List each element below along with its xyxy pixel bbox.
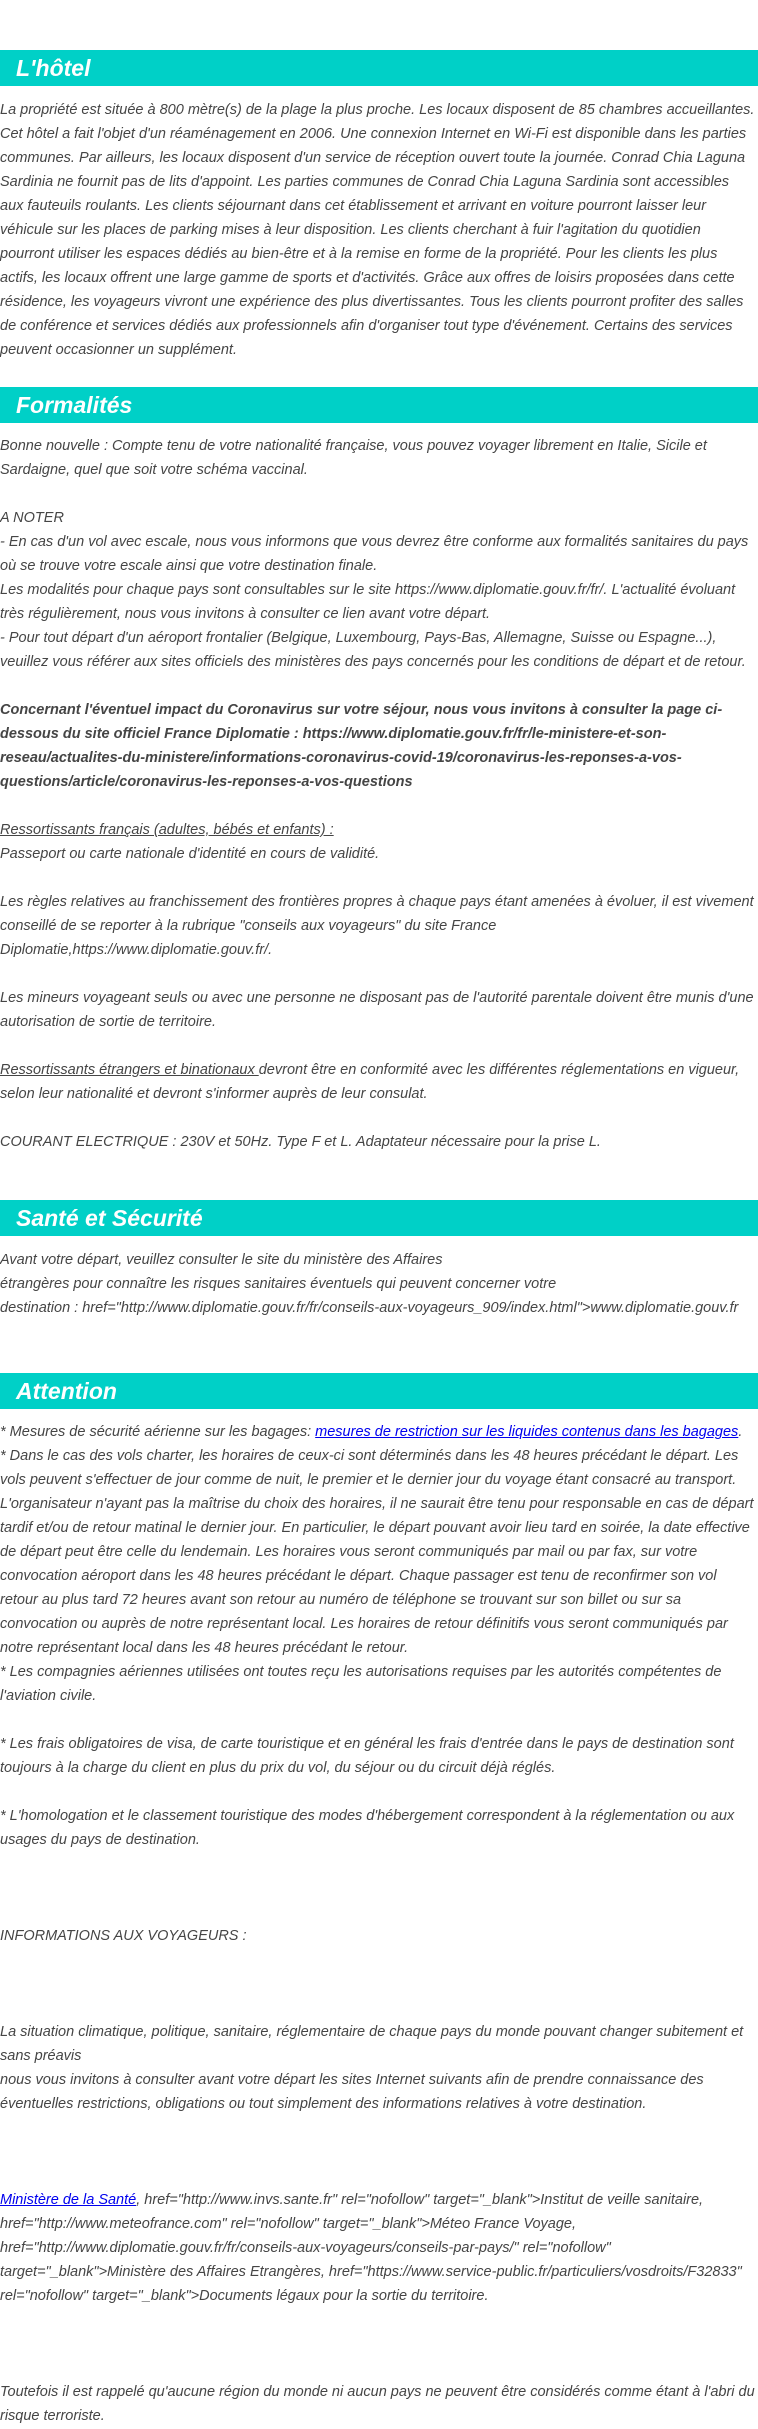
foreign-nationals-text: devront être en conformité avec les différentes réglementations en vigueur, selon leur nationalité et devront s'informer auprès de leur consulat. [0,1062,740,1102]
airlines-text: * Les compagnies aériennes utilisées ont toutes reçu les autorisations requises par les autorités compétentes de l'aviation civile. [0,1664,722,1704]
formalites-intro: Bonne nouvelle : Compte tenu de votre nationalité française, vous pouvez voyager librement en Italie, Sicile et Sardaigne, quel que soit votre schéma vaccinal. [0,438,707,478]
hotel-text: La propriété est située à 800 mètre(s) de la plage la plus proche. Les locaux disposent de 85 chambres accueillantes. Cet hôtel a fait l'objet d'un réaménagement en 2006. Une connexion Internet en Wi-Fi est disponible dans les parties communes. Par ailleurs, les locaux disposent d'un service de réception ouvert toute la journée. Conrad Chia Laguna Sardinia ne fournit pas de lits d'appoint. Les parties communes de Conrad Chia Laguna Sardinia sont accessibles aux fauteuils roulants. Les clients séjournant dans cet établissement et arrivant en voiture pourront laisser leur véhicule sur les places de parking mises à leur disposition. Les clients cherchant à fuir l'agitation du quotidien pourront utiliser les espaces dédiés au bien-être et à la remise en forme de la propriété. Pour les clients les plus actifs, les locaux offrent une large gamme de sports et d'activités. Grâce aux offres de loisirs proposées dans cette résidence, les voyageurs vivront une expérience des plus divertissantes. Tous les clients pourront profiter des salles de conférence et services dédiés aux professionnels afin d'organiser tout type d'événement. Certains des services peuvent occasionner un supplément. [0,102,755,358]
security-suffix: . [738,1424,743,1440]
traveler-info-title: INFORMATIONS AUX VOYAGEURS : [0,1928,247,1944]
section-header-attention: Attention [0,1373,758,1409]
liquids-restriction-link[interactable]: mesures de restriction sur les liquides contenus dans les bagages [315,1424,739,1440]
sante-line-1: Avant votre départ, veuillez consulter le site du ministère des Affaires [0,1252,443,1268]
formalites-body [0,434,756,1154]
climate-text-2: nous vous invitons à consulter avant votre départ les sites Internet suivants afin de prendre connaissance des éventuelles restrictions, obligations ou tout simplement des informations relatives à votre destination. [0,2072,704,2112]
foreign-nationals [0,1058,756,1106]
sante-line-2: étrangères pour connaître les risques sanitaires éventuels qui peuvent concerner votre [0,1276,557,1292]
minors-text: Les mineurs voyageant seuls ou avec une personne ne disposant pas de l'autorité parentale doivent être munis d'une autorisation de sortie de territoire. [0,990,754,1030]
note-stopover: - En cas d'un vol avec escale, nous vous informons que vous devrez être conforme aux formalités sanitaires du pays où se trouve votre escale ainsi que votre destination finale. [0,534,749,574]
security-measures [0,1420,756,1444]
section-header-formalites: Formalités [0,387,758,423]
charter-flights-text: * Dans le cas des vols charter, les horaires de ceux-ci sont déterminés dans les 48 heures précédant le départ. Les vols peuvent s'effectuer de jour comme de nuit, le premier et le dernier jour du voyage étant consacré au transport. L'organisateur n'ayant pas la maîtrise du choix des horaires, il ne saurait être tenu pour responsable en cas de départ tardif et/ou de retour matinal le dernier jour. En particulier, le départ pouvant avoir lieu tard en soirée, la date effective de départ peut être celle du lendemain. Les horaires vous seront communiqués par mail ou par fax, sur votre convocation aéroport dans les 48 heures précédant le départ. Chaque passager est tenu de reconfirmer son vol retour au plus tard 72 heures avant son retour au numéro de téléphone se trouvant sur son billet ou sur sa convocation ou auprès de notre représentant local. Les horaires de retour définitifs vous seront communiqués par notre représentant local dans les 48 heures précédant le retour. [0,1448,754,1656]
attention-body [0,1420,756,2428]
useful-links [0,2188,756,2308]
section-header-hotel: L'hôtel [0,50,758,86]
homologation-text: * L'homologation et le classement touristique des modes d'hébergement correspondent à la réglementation ou aux usages du pays de destination. [0,1808,735,1848]
useful-links-text: , href="http://www.invs.sante.fr" rel="nofollow" target="_blank">Institut de veille sanitaire, href="http://www.meteofrance.com" rel="nofollow" target="_blank">Méteo France Voyage, href="http://www.diplomatie.gouv.fr/fr/conseils-aux-voyageurs/conseils-par-pays/" rel="nofollow" target="_blank">Ministère des Affaires Etrangères, href="https://www.service-public.fr/particuliers/vosdroits/F32833" rel="nofollow" target="_blank">Documents légaux pour la sortie du territoire. [0,2192,742,2304]
electric-current: COURANT ELECTRIQUE : 230V et 50Hz. Type F et L. Adaptateur nécessaire pour la prise L. [0,1134,601,1150]
fees-text: * Les frais obligatoires de visa, de carte touristique et en général les frais d'entrée dans le pays de destination sont toujours à la charge du client en plus du prix du vol, du séjour ou du circuit déjà réglés. [0,1736,734,1776]
foreign-nationals-title: Ressortissants étrangers et binationaux [0,1062,259,1078]
note-modalities: Les modalités pour chaque pays sont consultables sur le site https://www.diplomatie.gouv.fr/fr/. L'actualité évoluant très régulièrement, nous vous invitons à consulter ce lien avant votre départ. [0,582,736,622]
sante-body [0,1248,756,1320]
security-prefix: * Mesures de sécurité aérienne sur les bagages: [0,1424,316,1440]
terror-risk-text: Toutefois il est rappelé qu'aucune région du monde ni aucun pays ne peuvent être considérés comme étant à l'abri du risque terroriste. [0,2384,755,2424]
french-nationals-text: Passeport ou carte nationale d'identité en cours de validité. [0,846,380,862]
note-title: A NOTER [0,510,64,526]
hotel-description [0,98,756,362]
covid-notice: Concernant l'éventuel impact du Coronavirus sur votre séjour, nous vous invitons à consulter la page ci-dessous du site officiel France Diplomatie : https://www.diplomatie.gouv.fr/fr/le-ministere-et-son-reseau/actualites-du-ministere/informations-coronavirus-covid-19/coronavirus-les-reponses-a-vos-questions/article/coronavirus-les-reponses-a-vos-questions [0,702,723,790]
sante-line-3: destination : href="http://www.diplomatie.gouv.fr/fr/conseils-aux-voyageurs_909/index.html">www.diplomatie.gouv.fr [0,1300,739,1316]
french-nationals-title: Ressortissants français (adultes, bébés et enfants) : [0,822,334,838]
note-border-airport: - Pour tout départ d'un aéroport frontalier (Belgique, Luxembourg, Pays-Bas, Allemagne, Suisse ou Espagne...), veuillez vous référer aux sites officiels des ministères des pays concernés pour les conditions de départ et de retour. [0,630,746,670]
ministry-health-link[interactable]: Ministère de la Santé [0,2192,137,2208]
section-header-sante: Santé et Sécurité [0,1200,758,1236]
borders-text: Les règles relatives au franchissement des frontières propres à chaque pays étant amenées à évoluer, il est vivement conseillé de se reporter à la rubrique "conseils aux voyageurs" du site France Diplomatie,https://www.diplomatie.gouv.fr/. [0,894,754,958]
climate-text-1: La situation climatique, politique, sanitaire, réglementaire de chaque pays du monde pouvant changer subitement et sans préavis [0,2024,744,2064]
